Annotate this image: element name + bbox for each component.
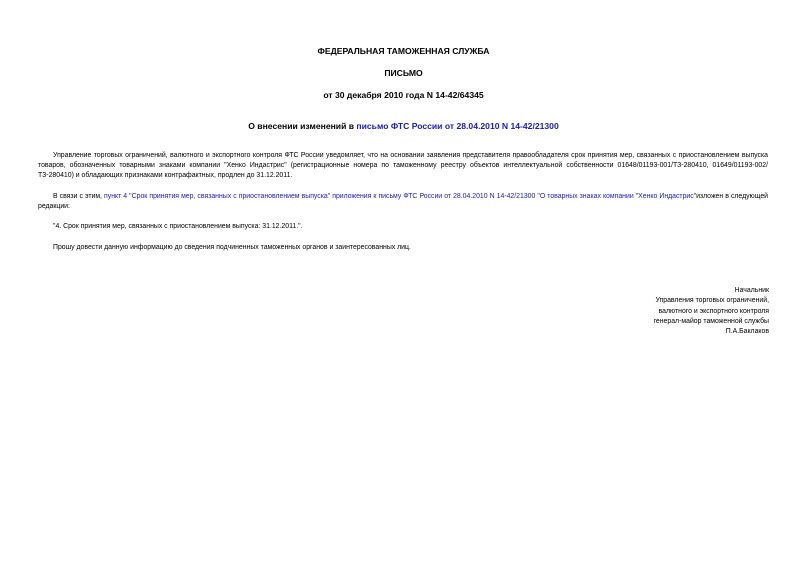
paragraph-new-wording: "4. Срок принятия мер, связанных с приостановлением выпуска: 31.12.2011.".	[53, 223, 303, 230]
signature-title: Начальник	[734, 287, 769, 294]
paragraph-amendment	[38, 192, 768, 212]
agency-heading: ФЕДЕРАЛЬНАЯ ТАМОЖЕННАЯ СЛУЖБА	[317, 46, 490, 56]
document-date-number: от 30 декабря 2010 года N 14-42/64345	[323, 90, 484, 100]
paragraph-amendment-prefix: В связи с этим,	[53, 193, 105, 200]
signature-rank: генерал-майор таможенной службы	[653, 317, 769, 325]
document-subject	[0, 121, 807, 132]
paragraph-notification: Управление торговых ограничений, валютного и экспортного контроля ФТС России уведомляет, что на основании заявления представителя правообладателя срок принятия мер, связанных с приостановлением выпуска товаров, обозначенных товарными знаками компании "Хенко Индастрис" (регистрационные номера по таможенному реестру объектов интеллектуальной собственности 01648/01193-001/ТЗ-280410, 01649/01193-002/ТЗ-280410) и обладающих признаками контрафактных, продлен до 31.12.2011.	[38, 152, 768, 180]
subject-referenced-letter-link[interactable]: письмо ФТС России от 28.04.2010 N 14-42/21300	[356, 121, 559, 131]
signature-block	[569, 286, 769, 337]
signature-name: П.А.Баклаков	[725, 328, 769, 336]
paragraph-amendment-suffix: изложен в следующей редакции:	[38, 193, 768, 211]
amended-clause-link[interactable]: пункт 4 "Срок принятия мер, связанных с приостановлением выпуска" приложения к письму ФТС России от 28.04.2010 N 14-42/21300 "О товарных знаках компании "Хенко Индастрис"	[104, 193, 697, 200]
document-type-heading: ПИСЬМО	[384, 68, 423, 78]
signature-department: Управления торговых ограничений,	[655, 297, 769, 305]
signature-department-cont: валютного и экспортного контроля	[658, 307, 769, 315]
paragraph-request: Прошу довести данную информацию до сведения подчиненных таможенных органов и заинтересованных лиц.	[53, 244, 411, 251]
subject-prefix: О внесении изменений в	[248, 121, 357, 131]
